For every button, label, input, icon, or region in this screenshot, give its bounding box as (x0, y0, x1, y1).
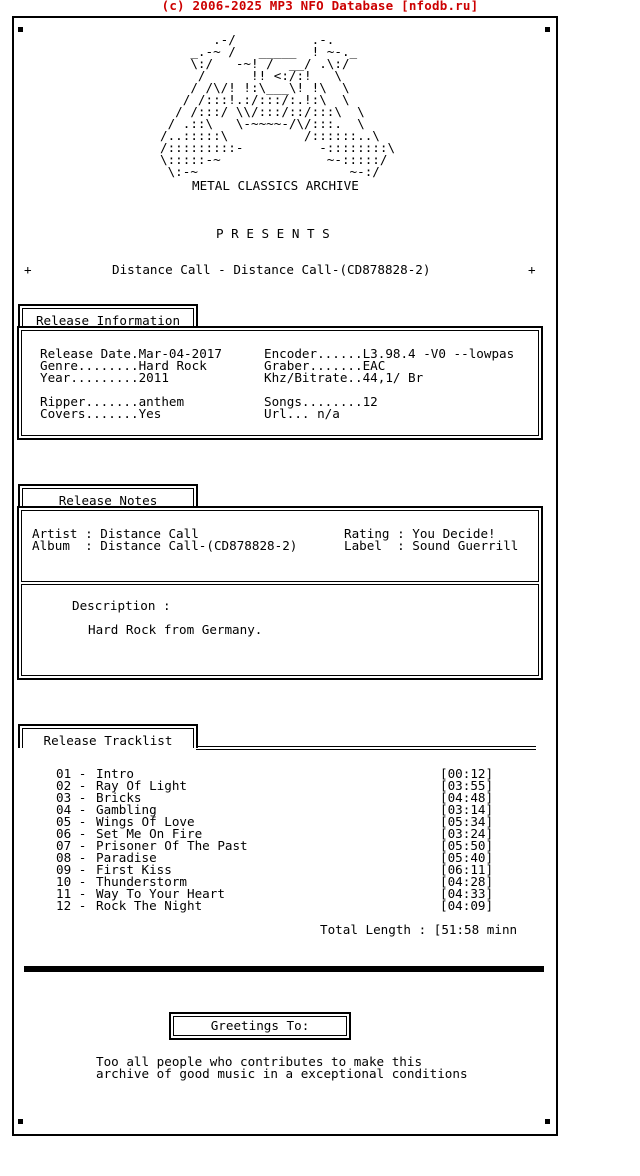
greetings-text (96, 1056, 468, 1080)
track-title: Way To Your Heart (96, 886, 225, 901)
greetings-title: Greetings To: (210, 1018, 310, 1033)
total-length: Total Length : [51:58 minn (320, 922, 518, 937)
track-time: [03:55] (440, 778, 494, 793)
release-notes-tab (18, 484, 198, 508)
release-info-row: Songs........12 (264, 394, 378, 409)
track-title: Rock The Night (96, 898, 203, 913)
release-info-row: Covers.......Yes (40, 406, 162, 421)
track-time: [04:28] (440, 874, 494, 889)
release-notes-row: Rating : You Decide! (344, 526, 496, 541)
track-number: 05 - (56, 814, 87, 829)
track-title: Ray Of Light (96, 778, 187, 793)
release-notes-row: Label : Sound Guerrill (344, 538, 519, 553)
release-notes-row: Artist : Distance Call (32, 526, 199, 541)
release-title: Distance Call - Distance Call-(CD878828-2) (112, 262, 431, 277)
release-notes-row: Album : Distance Call-(CD878828-2) (32, 538, 298, 553)
release-info-row: Encoder......L3.98.4 -V0 --lowpas (264, 346, 515, 361)
track-number: 02 - (56, 778, 87, 793)
track-time: [03:24] (440, 826, 494, 841)
tracklist-rule-1 (196, 746, 536, 747)
corner-mark-bottom-left (18, 1119, 23, 1124)
release-tracklist-tab-label: Release Tracklist (22, 728, 194, 748)
logo-caption: METAL CLASSICS ARCHIVE (192, 178, 359, 193)
track-number: 06 - (56, 826, 87, 841)
track-number: 08 - (56, 850, 87, 865)
greetings-line: Too all people who contributes to make this (96, 1054, 423, 1069)
track-number: 03 - (56, 790, 87, 805)
presents-heading: P R E S E N T S (216, 226, 330, 241)
tracklist (56, 768, 506, 912)
release-notes-tab-label: Release Notes (22, 488, 194, 508)
track-time: [05:50] (440, 838, 494, 853)
release-info-row: Khz/Bitrate..44,1/ Br (264, 370, 424, 385)
track-time: [06:11] (440, 862, 494, 877)
track-number: 01 - (56, 766, 87, 781)
track-title: Bricks (96, 790, 142, 805)
track-title: Paradise (96, 850, 157, 865)
tracklist-rule-2 (196, 749, 536, 750)
release-information-left-column (40, 348, 222, 420)
description-text: Hard Rock from Germany. (88, 622, 263, 637)
track-title: Wings Of Love (96, 814, 195, 829)
track-time: [05:34] (440, 814, 494, 829)
track-title: Thunderstorm (96, 874, 187, 889)
release-info-row: Year.........2011 (40, 370, 169, 385)
release-info-row: Genre........Hard Rock (40, 358, 207, 373)
track-number: 12 - (56, 898, 87, 913)
site-header-credit: (c) 2006-2025 MP3 NFO Database [nfodb.ru] (161, 0, 479, 13)
section-divider (24, 966, 544, 972)
release-info-row: Release Date.Mar-04-2017 (40, 346, 222, 361)
track-title: First Kiss (96, 862, 172, 877)
track-title: Prisoner Of The Past (96, 838, 248, 853)
release-info-row: Ripper.......anthem (40, 394, 185, 409)
track-title: Set Me On Fire (96, 826, 203, 841)
plus-marker-right: + (528, 262, 536, 277)
track-title: Gambling (96, 802, 157, 817)
track-time: [05:40] (440, 850, 494, 865)
track-number: 11 - (56, 886, 87, 901)
corner-mark-top-left (18, 27, 23, 32)
track-row (56, 900, 506, 912)
track-time: [04:33] (440, 886, 494, 901)
release-tracklist-tab (18, 724, 198, 748)
track-number: 04 - (56, 802, 87, 817)
track-number: 10 - (56, 874, 87, 889)
track-number: 07 - (56, 838, 87, 853)
track-time: [00:12] (440, 766, 494, 781)
plus-marker-left: + (24, 262, 32, 277)
description-label: Description : (72, 598, 171, 613)
corner-mark-bottom-right (545, 1119, 550, 1124)
corner-mark-top-right (545, 27, 550, 32)
release-notes-right-column (344, 528, 518, 552)
track-title: Intro (96, 766, 134, 781)
track-number: 09 - (56, 862, 87, 877)
release-information-tab (18, 304, 198, 328)
release-info-row: Graber.......EAC (264, 358, 386, 373)
release-information-tab-label: Release Information (22, 308, 194, 328)
release-information-right-column (264, 348, 514, 420)
track-time: [03:14] (440, 802, 494, 817)
greetings-line: archive of good music in a exceptional conditions (96, 1066, 468, 1081)
release-info-row: Url... n/a (264, 406, 340, 421)
track-time: [04:09] (440, 898, 494, 913)
release-notes-left-column (32, 528, 297, 552)
track-time: [04:48] (440, 790, 494, 805)
ascii-logo: .-/ .-. _.-~ / _____ ! ~-._ \:/ -~! / __/ .\:/ / !! <:/:! \ / /\/! !:\___\! !\ \ / /:::!.:/:::/:.!:\ \ / /:::/ \\/:::/::/:::\ \ / .::\ \-~~~~-/\/:::. \ /..:::::\ /::::::..\ /:::::::::- -::::::::\ \:::::-~ ~-:::::/ \:-~ ~-:/ (160, 32, 396, 179)
